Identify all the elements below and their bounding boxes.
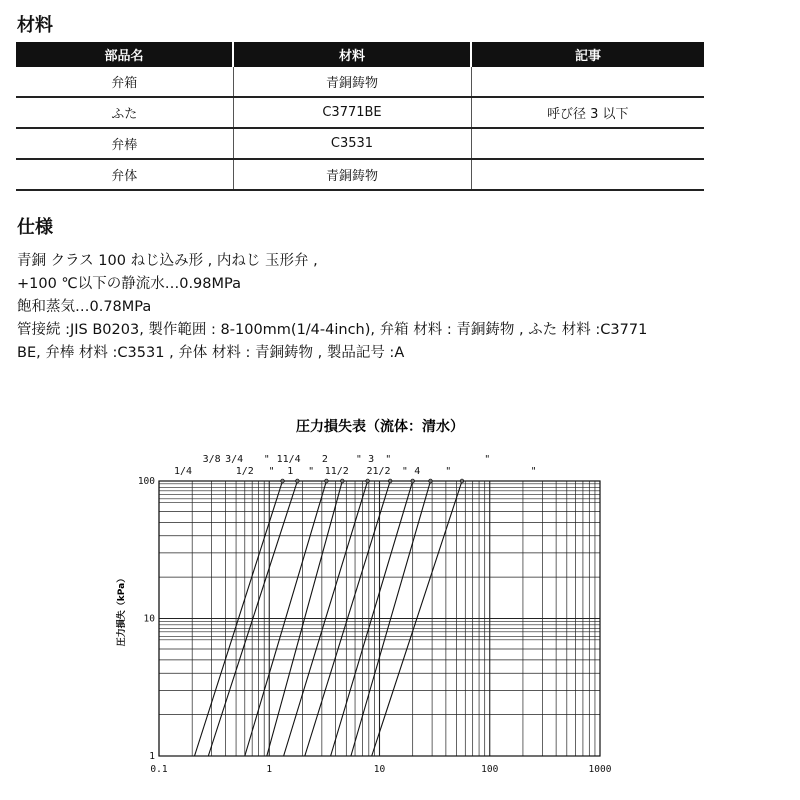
spec-line: 飽和蒸気…0.78MPa — [17, 299, 152, 315]
column-header-material: 材料 — [233, 42, 471, 67]
y-axis-ticks — [138, 476, 155, 762]
y-tick-label: 100 — [137, 476, 155, 487]
spec-line: +100 ℃以下の静流水…0.98MPa — [17, 276, 241, 292]
pipe-size-label: " — [263, 454, 270, 465]
pipe-size-label: 1 — [287, 466, 294, 477]
spec-heading: 仕様 — [17, 217, 53, 238]
cell-part: 弁箱 — [16, 67, 233, 97]
pipe-size-label: " — [308, 466, 315, 477]
chart-grid — [159, 481, 600, 756]
spec-line: 管接続 :JIS B0203, 製作範囲 : 8-100mm(1/4-4inch), 弁箱 材料 : 青銅鋳物 , ふた 材料 :C3771 — [17, 322, 648, 338]
pipe-size-label: 2 — [321, 454, 328, 465]
x-tick-label: 1 — [266, 764, 273, 775]
x-tick-label: 0.1 — [150, 764, 168, 775]
pipe-size-label: 3/8 — [202, 454, 221, 465]
cell-part: ふた — [16, 97, 233, 128]
column-header-note: 記事 — [471, 42, 704, 67]
pipe-size-label: " — [484, 454, 491, 465]
pipe-size-label: " — [401, 466, 408, 477]
cell-material: 青銅鋳物 — [233, 67, 471, 97]
pipe-size-label: " — [385, 454, 392, 465]
x-tick-label: 1000 — [588, 764, 612, 775]
y-tick-label: 10 — [143, 613, 155, 625]
x-axis-ticks — [150, 764, 611, 775]
spec-line: BE, 弁棒 材料 :C3531 , 弁体 材料 : 青銅鋳物 , 製品記号 :A — [17, 345, 405, 361]
x-tick-label: 100 — [481, 764, 499, 775]
cell-material: C3531 — [233, 128, 471, 159]
pipe-size-label: 11/2 — [324, 466, 349, 477]
y-tick-label: 1 — [149, 751, 155, 762]
pipe-size-label: 4 — [414, 466, 421, 477]
x-tick-label: 10 — [373, 764, 386, 775]
pipe-size-labels — [174, 454, 537, 477]
cell-part: 弁棒 — [16, 128, 233, 159]
materials-heading: 材料 — [17, 15, 53, 36]
pipe-size-label: " — [268, 466, 275, 477]
y-axis-label: 圧力損失（kPa） — [117, 573, 127, 647]
chart-title: 圧力損失表（流体：清水） — [296, 419, 464, 435]
pipe-size-label: " — [355, 454, 362, 465]
pipe-size-label: 3/4 — [225, 454, 244, 465]
pipe-size-label: 1/2 — [235, 466, 254, 477]
cell-part: 弁体 — [16, 159, 233, 190]
pipe-size-label: 1/4 — [173, 466, 193, 477]
cell-material: 青銅鋳物 — [233, 159, 471, 190]
cell-material: C3771BE — [233, 97, 471, 128]
column-header-part: 部品名 — [16, 42, 233, 67]
pipe-size-label: 21/2 — [366, 466, 391, 477]
pipe-size-label: 3 — [368, 454, 375, 465]
pipe-size-label: " — [530, 466, 537, 477]
pipe-size-label: " — [445, 466, 452, 477]
spec-line: 青銅 クラス 100 ねじ込み形 , 内ねじ 玉形弁 , — [17, 253, 318, 269]
cell-note: 呼び径 3 以下 — [471, 97, 704, 128]
pipe-size-label: 11/4 — [276, 454, 301, 465]
